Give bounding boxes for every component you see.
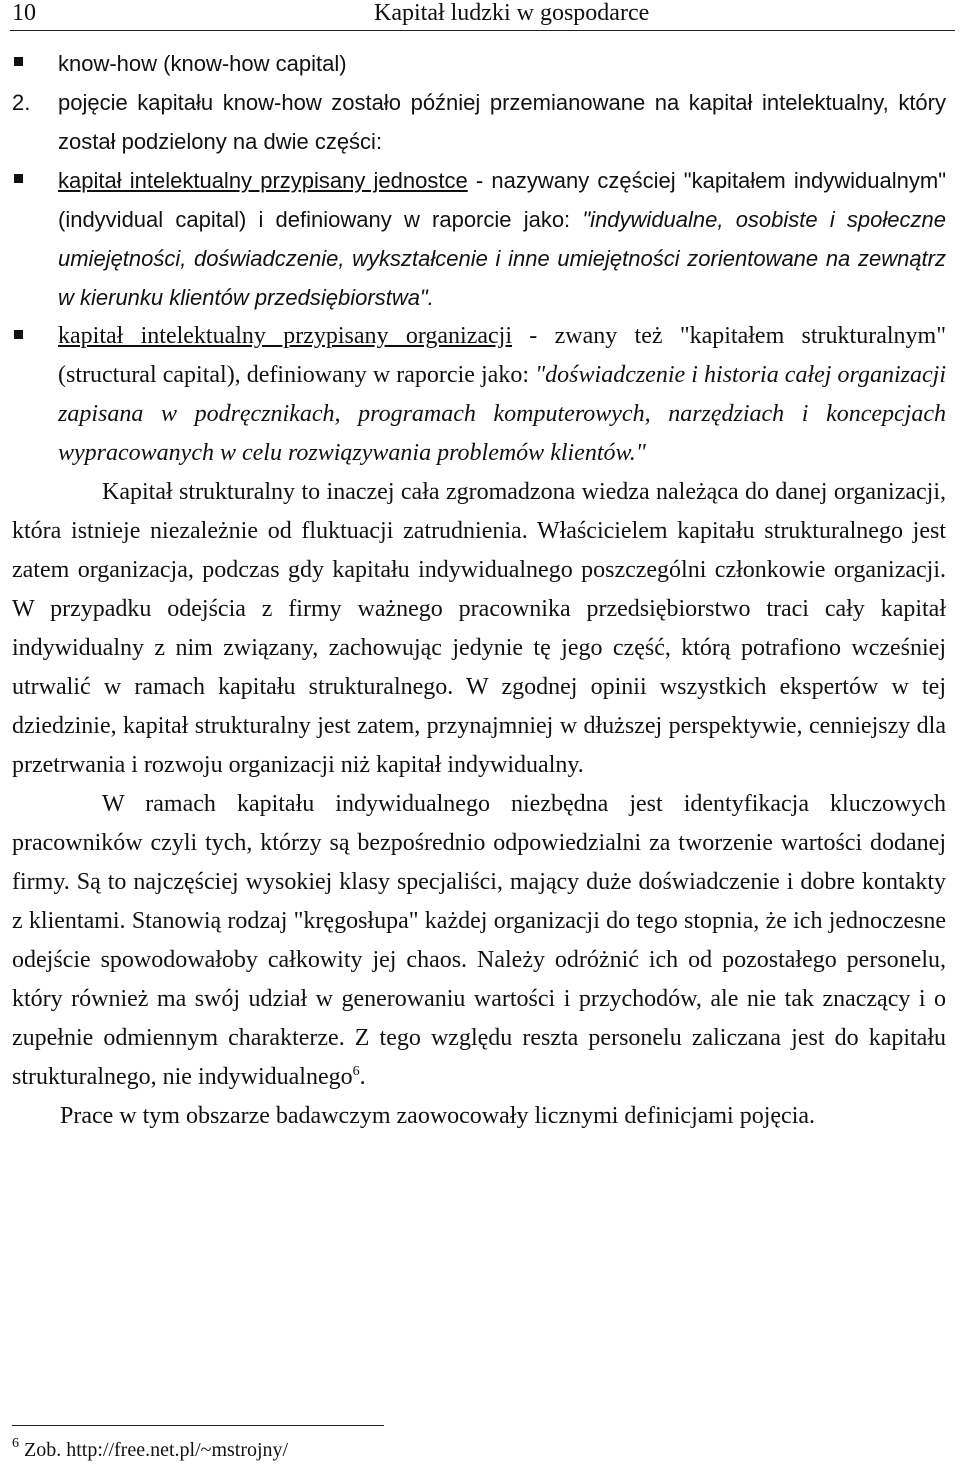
bullet-individual-capital — [12, 161, 946, 317]
footnote-text: Zob. http://free.net.pl/~mstrojny/ — [19, 1439, 289, 1461]
bullet-quote: "doświadczenie i historia całej organizacji zapisana w podręcznikach, programach komputerowych, narzędziach i koncepcjach wypracowanych w celu rozwiązywania problemów klientów." — [58, 362, 946, 466]
bullet-term: kapitał intelektualny przypisany jednostce — [58, 168, 468, 193]
page-header — [10, 0, 955, 31]
footnote-reference[interactable]: 6 — [352, 1064, 360, 1079]
item-number: 2. — [12, 90, 31, 115]
footnote-mark: 6 — [12, 1436, 19, 1451]
paragraph-individual-capital — [12, 785, 946, 1097]
bullet-description: - zwany też "kapitałem strukturalnym" (structural capital), definiowany w raporcie jako: — [58, 323, 946, 388]
bullet-quote: "indywidualne, osobiste i społeczne umiejętności, doświadczenie, wykształcenie i inne umiejętności zorientowane na zewnątrz w kierunku klientów przedsiębiorstwa". — [58, 207, 946, 310]
footnote — [12, 1438, 288, 1462]
page-content — [12, 44, 946, 1136]
square-bullet-icon — [14, 330, 23, 339]
bullet-term: kapitał intelektualny przypisany organizacji — [58, 323, 512, 349]
paragraph-end: . — [359, 1064, 366, 1090]
list-item-know-how — [12, 44, 946, 83]
running-title: Kapitał ludzki w gospodarce — [374, 0, 650, 26]
paragraph-research: Prace w tym obszarze badawczym zaowocowały licznymi definicjami pojęcia. — [60, 1103, 816, 1129]
page-number: 10 — [12, 0, 36, 26]
item-text: pojęcie kapitału know-how zostało później przemianowane na kapitał intelektualny, który został podzielony na dwie części: — [58, 90, 946, 154]
numbered-item-2 — [12, 83, 946, 161]
square-bullet-icon — [14, 57, 23, 66]
bullet-description: - nazywany częściej "kapitałem indywidualnym" (indyvidual capital) i definiowany w raporcie jako: — [58, 168, 946, 232]
paragraph-text: W ramach kapitału indywidualnego niezbędna jest identyfikacja kluczowych pracowników czyli tych, którzy są bezpośrednio odpowiedzialni za tworzenie wartości dodanej firmy. Są to najczęściej wysokiej klasy specjaliści, mający duże doświadczenie i dobre kontakty z klientami. Stanowią rodzaj "kręgosłupa" każdej organizacji do tego stopnia, że ich jednoczesne odejście spowodowałoby całkowity jej chaos. Należy odróżnić ich od pozostałego personelu, który również ma swój udział w generowaniu wartości i przychodów, ale nie tak znaczący i o zupełnie odmiennym charakterze. Z tego względu reszta personelu zaliczana jest do kapitału strukturalnego, nie indywidualnego — [12, 791, 946, 1090]
square-bullet-icon — [14, 174, 23, 183]
paragraph-structural-capital: Kapitał strukturalny to inaczej cała zgromadzona wiedza należąca do danej organizacji, która istnieje niezależnie od fluktuacji zatrudnienia. Właścicielem kapitału strukturalnego jest zatem organizacja, podczas gdy kapitału indywidualnego poszczególni członkowie organizacji. W przypadku odejścia z firmy ważnego pracownika przedsiębiorstwo traci cały kapitał indywidualny z nim związany, zachowując jedynie tę jego część, którą potrafiono wcześniej utrwalić w ramach kapitału strukturalnego. W zgodnej opinii wszystkich ekspertów w tej dziedzinie, kapitał strukturalny jest zatem, przynajmniej w dłuższej perspektywie, cenniejszy dla przetrwania i rozwoju organizacji niż kapitał indywidualny. — [12, 479, 946, 778]
bullet-structural-capital — [12, 317, 946, 473]
footnote-divider — [12, 1425, 384, 1426]
list-item-text: know-how (know-how capital) — [58, 51, 347, 76]
